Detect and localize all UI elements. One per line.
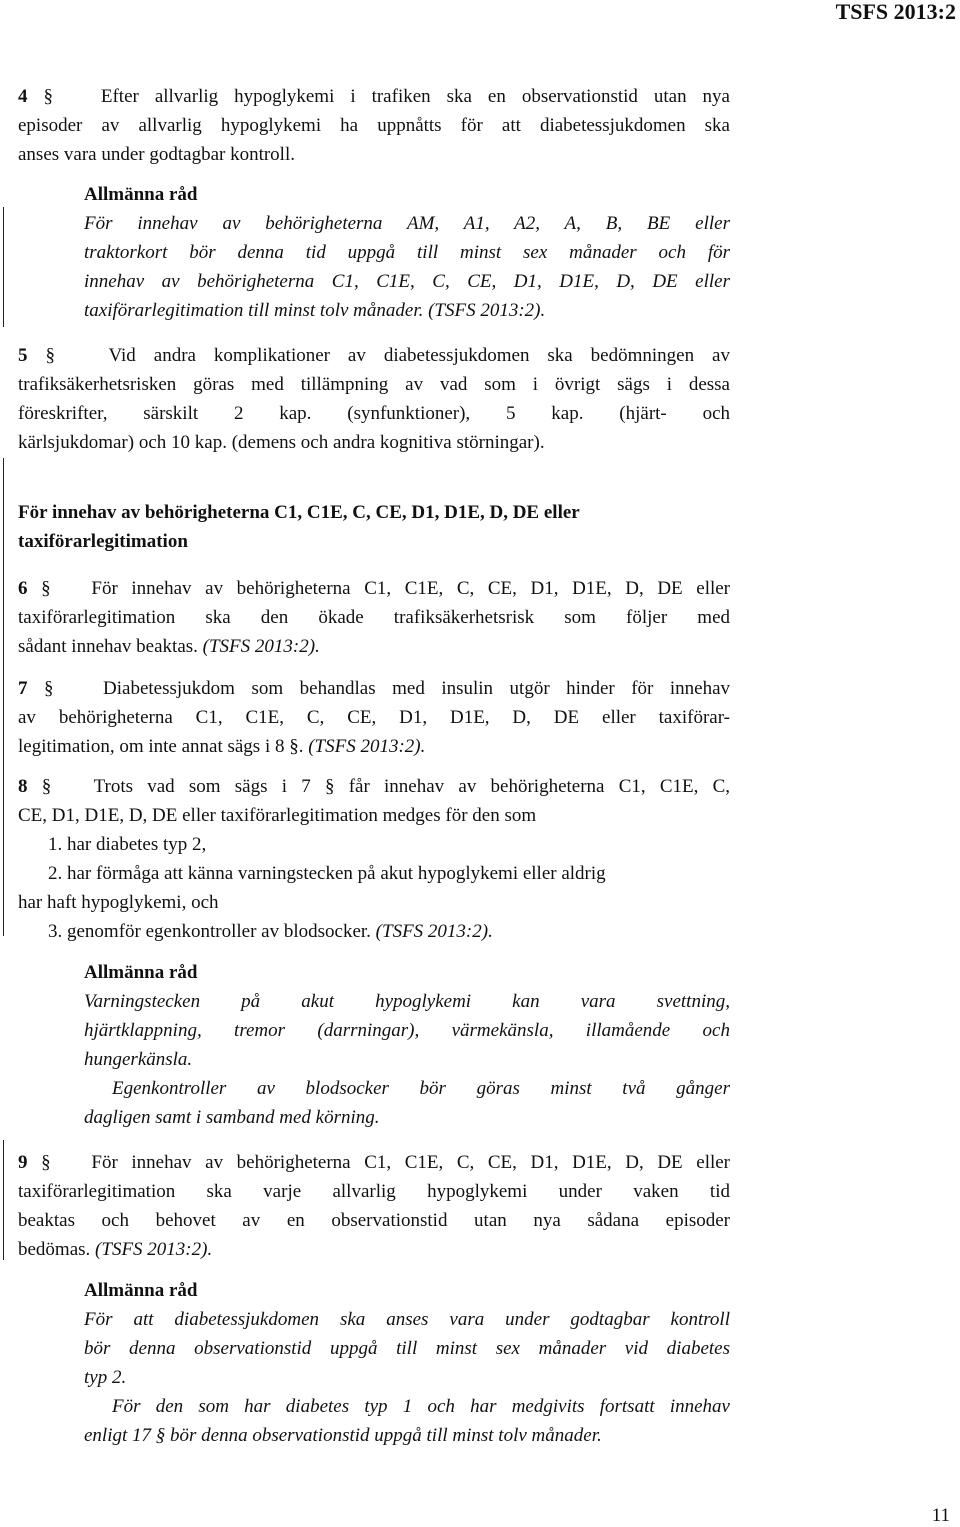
paragraph-8: 8 § Trots vad som sägs i 7 § får innehav av behörigheterna C1, C1E, C, CE, D1, D1E, D, DE eller taxiförarlegitimation medges för den som 1. har diabetes typ 2, 2. har förmåga att känna varningstecken på akut hypoglykemi eller aldrig har haft hypoglykemi, och 3. genomför egenkontroller av blodsocker. (TSFS 2013:2). bbox=[18, 772, 730, 946]
section-heading: För innehav av behörigheterna C1, C1E, C, CE, D1, D1E, D, DE eller taxiförarlegitimation bbox=[18, 502, 580, 552]
regulation-reference: (TSFS 2013:2). bbox=[308, 736, 426, 757]
paragraph-number: 6 bbox=[18, 578, 28, 599]
section-symbol: § bbox=[45, 345, 55, 366]
paragraph-number: 8 bbox=[18, 776, 28, 797]
paragraph-4: 4 § Efter allvarlig hypoglykemi i trafiken ska en observationstid utan nya episoder av allvarlig hypoglykemi ha uppnåtts för att diabetessjukdomen ska anses vara under godtagbar kontroll. bbox=[18, 86, 730, 165]
change-bar bbox=[3, 207, 4, 327]
advice-heading: Allmänna råd bbox=[84, 962, 198, 983]
paragraph-6: 6 § För innehav av behörigheterna C1, C1E, C, CE, D1, D1E, D, DE eller taxiförarlegitimation ska den ökade trafiksäkerhetsrisk som följer med sådant innehav beaktas. (TSFS 2013:2). bbox=[18, 578, 731, 657]
advice-heading: Allmänna råd bbox=[84, 184, 198, 205]
change-bar bbox=[3, 458, 4, 936]
change-bar bbox=[3, 1140, 4, 1260]
section-symbol: § bbox=[43, 86, 53, 107]
general-advice-1: Allmänna råd För innehav av behörigheterna AM, A1, A2, A, B, BE eller traktorkort bör denna tid uppgå till minst sex månader och för innehav av behörigheterna C1, C1E, C, CE, D1, D1E, D, DE eller taxiförarlegitimation till minst tolv månader. (TSFS 2013:2). bbox=[84, 180, 730, 325]
paragraph-number: 7 bbox=[18, 678, 28, 699]
paragraph-7: 7 § Diabetessjukdom som behandlas med insulin utgör hinder för innehav av behörigheterna C1, C1E, C, CE, D1, D1E, D, DE eller taxiförar- legitimation, om inte annat sägs i 8 §. (TSFS 2013:2). bbox=[18, 678, 731, 757]
advice-heading: Allmänna råd bbox=[84, 1280, 198, 1301]
general-advice-2: Allmänna råd Varningstecken på akut hypoglykemi kan vara svettning, hjärtklappning, tremor (darrningar), värmekänsla, illamående och hungerkänsla. Egenkontroller av blodsocker bör göras minst två gånger dagligen samt i samband med körning. bbox=[84, 958, 730, 1132]
section-symbol: § bbox=[41, 1152, 51, 1173]
paragraph-5: 5 § Vid andra komplikationer av diabetessjukdomen ska bedömningen av trafiksäkerhetsrisken göras med tillämpning av vad som i övrigt sägs i dessa föreskrifter, särskilt 2 kap. (synfunktioner), 5 kap. (hjärt- och kärlsjukdomar) och 10 kap. (demens och andra kognitiva störningar). bbox=[18, 345, 730, 453]
paragraph-number: 4 bbox=[18, 86, 28, 107]
list-item: 1. har diabetes typ 2, bbox=[48, 834, 207, 855]
section-symbol: § bbox=[41, 578, 51, 599]
section-symbol: § bbox=[44, 678, 54, 699]
document-header: TSFS 2013:2 bbox=[835, 0, 956, 24]
page-number: 11 bbox=[931, 1505, 950, 1526]
paragraph-number: 5 bbox=[18, 345, 28, 366]
regulation-reference: (TSFS 2013:2). bbox=[95, 1239, 213, 1260]
general-advice-3: Allmänna råd För att diabetessjukdomen ska anses vara under godtagbar kontroll bör denna observationstid uppgå till minst sex månader vid diabetes typ 2. För den som har diabetes typ 1 och har medgivits fortsatt innehav enligt 17 § bör denna observationstid uppgå till minst tolv månader. bbox=[84, 1276, 730, 1450]
regulation-reference: (TSFS 2013:2). bbox=[375, 921, 493, 942]
section-symbol: § bbox=[41, 776, 52, 797]
regulation-reference: (TSFS 2013:2). bbox=[202, 636, 320, 657]
list-item: 3. genomför egenkontroller av blodsocker. (TSFS 2013:2). bbox=[48, 921, 493, 942]
list-item: 2. har förmåga att känna varningstecken på akut hypoglykemi eller aldrig bbox=[48, 863, 606, 884]
paragraph-number: 9 bbox=[18, 1152, 28, 1173]
paragraph-9: 9 § För innehav av behörigheterna C1, C1E, C, CE, D1, D1E, D, DE eller taxiförarlegitimation ska varje allvarlig hypoglykemi under vaken tid beaktas och behovet av en observationstid utan nya sådana episoder bedömas. (TSFS 2013:2). bbox=[18, 1152, 731, 1260]
